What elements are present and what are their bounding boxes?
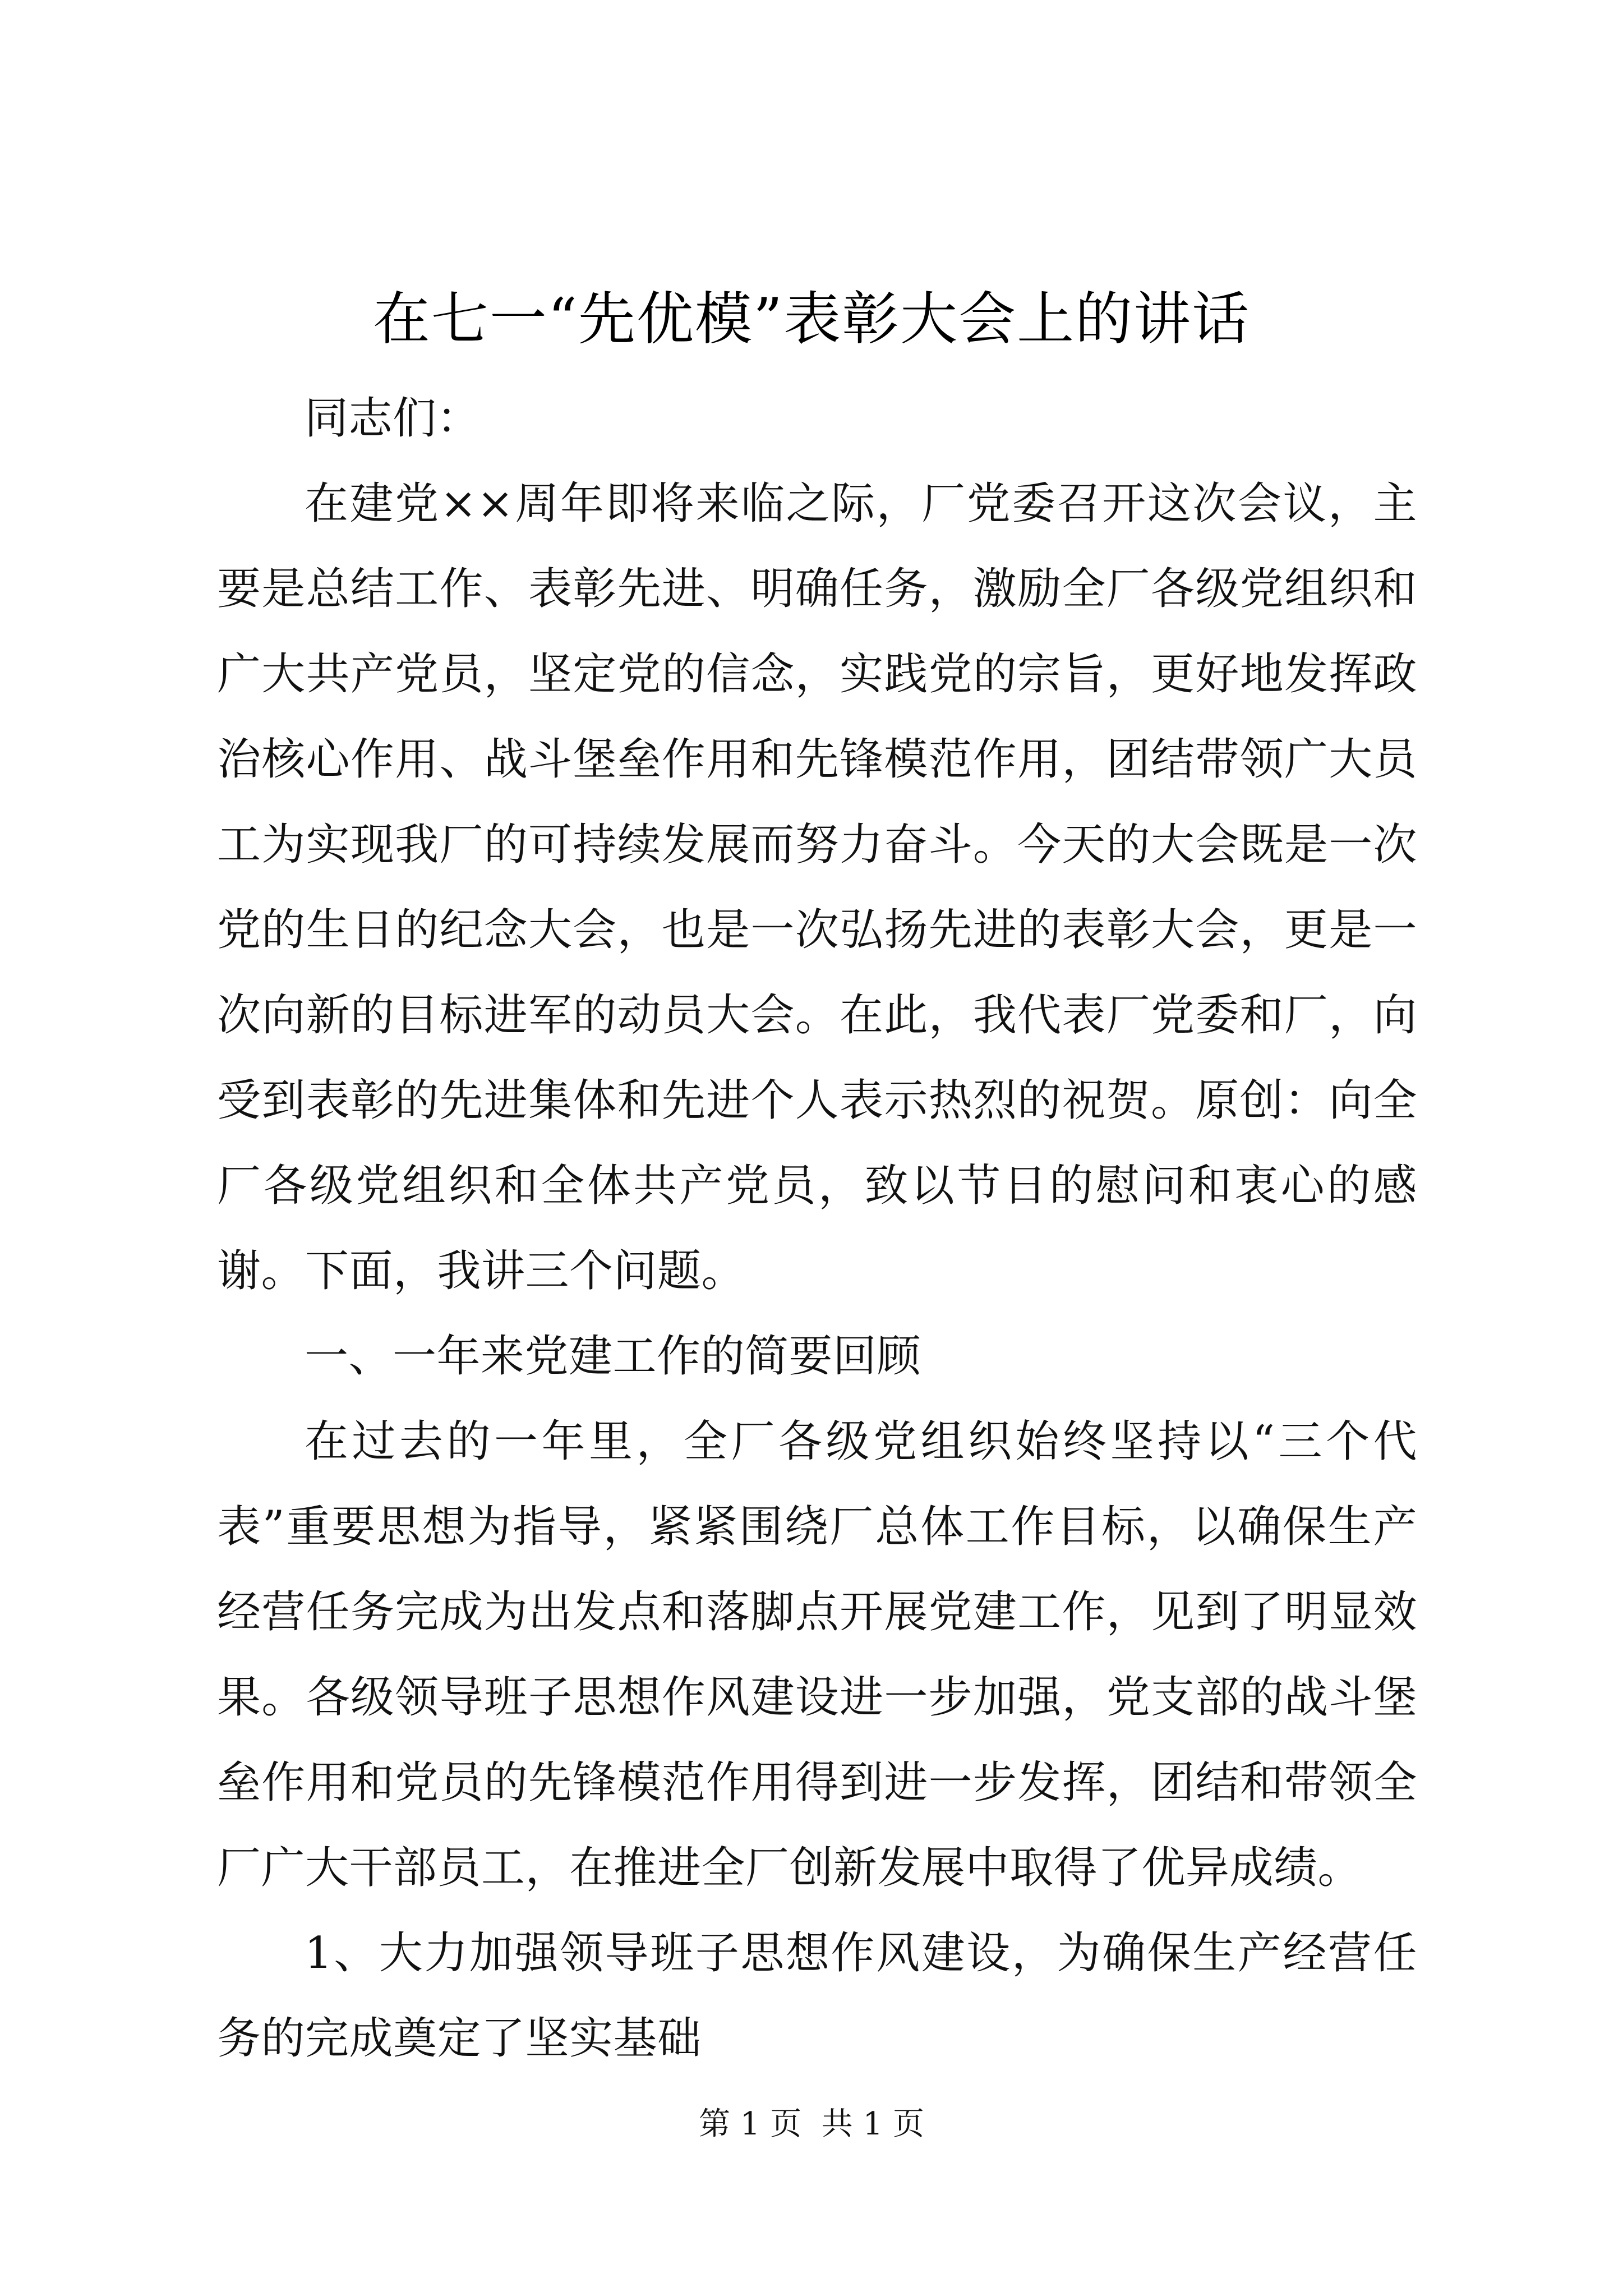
section-heading-review: 一、一年来党建工作的简要回顾 [305,1331,921,1382]
body-paragraph-intro: 在建党××周年即将来临之际，厂党委召开这次会议，主要是总结工作、表彰先进、明确任务，激励全厂各级党组织和广大共产党员，坚定党的信念，实践党的宗旨，更好地发挥政治核心作用、战斗堡垒作用和先锋模范作用，团结带领广大员工为实现我厂的可持续发展而努力奋斗。今天的大会既是一次党的生日的纪念大会，也是一次弘扬先进的表彰大会，更是一次向新的目标进军的动员大会。在此，我代表厂党委和厂，向受到表彰的先进集体和先进个人表示热烈的祝贺。原创：向全厂各级党组织和全体共产党员，致以节日的慰问和衷心的感谢。下面，我讲三个问题。 [217,478,1417,1296]
page-number-footer: 第 1 页 共 1 页 [698,2106,925,2142]
document-body [217,376,1417,2081]
document-title: 在七一“先优模”表彰大会上的讲话 [372,286,1251,353]
greeting-line: 同志们： [305,393,481,444]
body-paragraph-review: 在过去的一年里，全厂各级党组织始终坚持以“三个代表”重要思想为指导，紧紧围绕厂总体工作目标，以确保生产经营任务完成为出发点和落脚点开展党建工作，见到了明显效果。各级领导班子思想作风建设进一步加强，党支部的战斗堡垒作用和党员的先锋模范作用得到进一步发挥，团结和带领全厂广大干部员工，在推进全厂创新发展中取得了优异成绩。 [217,1416,1417,1893]
subsection-heading-leadership: 1、大力加强领导班子思想作风建设，为确保生产经营任务的完成奠定了坚实基础 [217,1928,1417,2064]
